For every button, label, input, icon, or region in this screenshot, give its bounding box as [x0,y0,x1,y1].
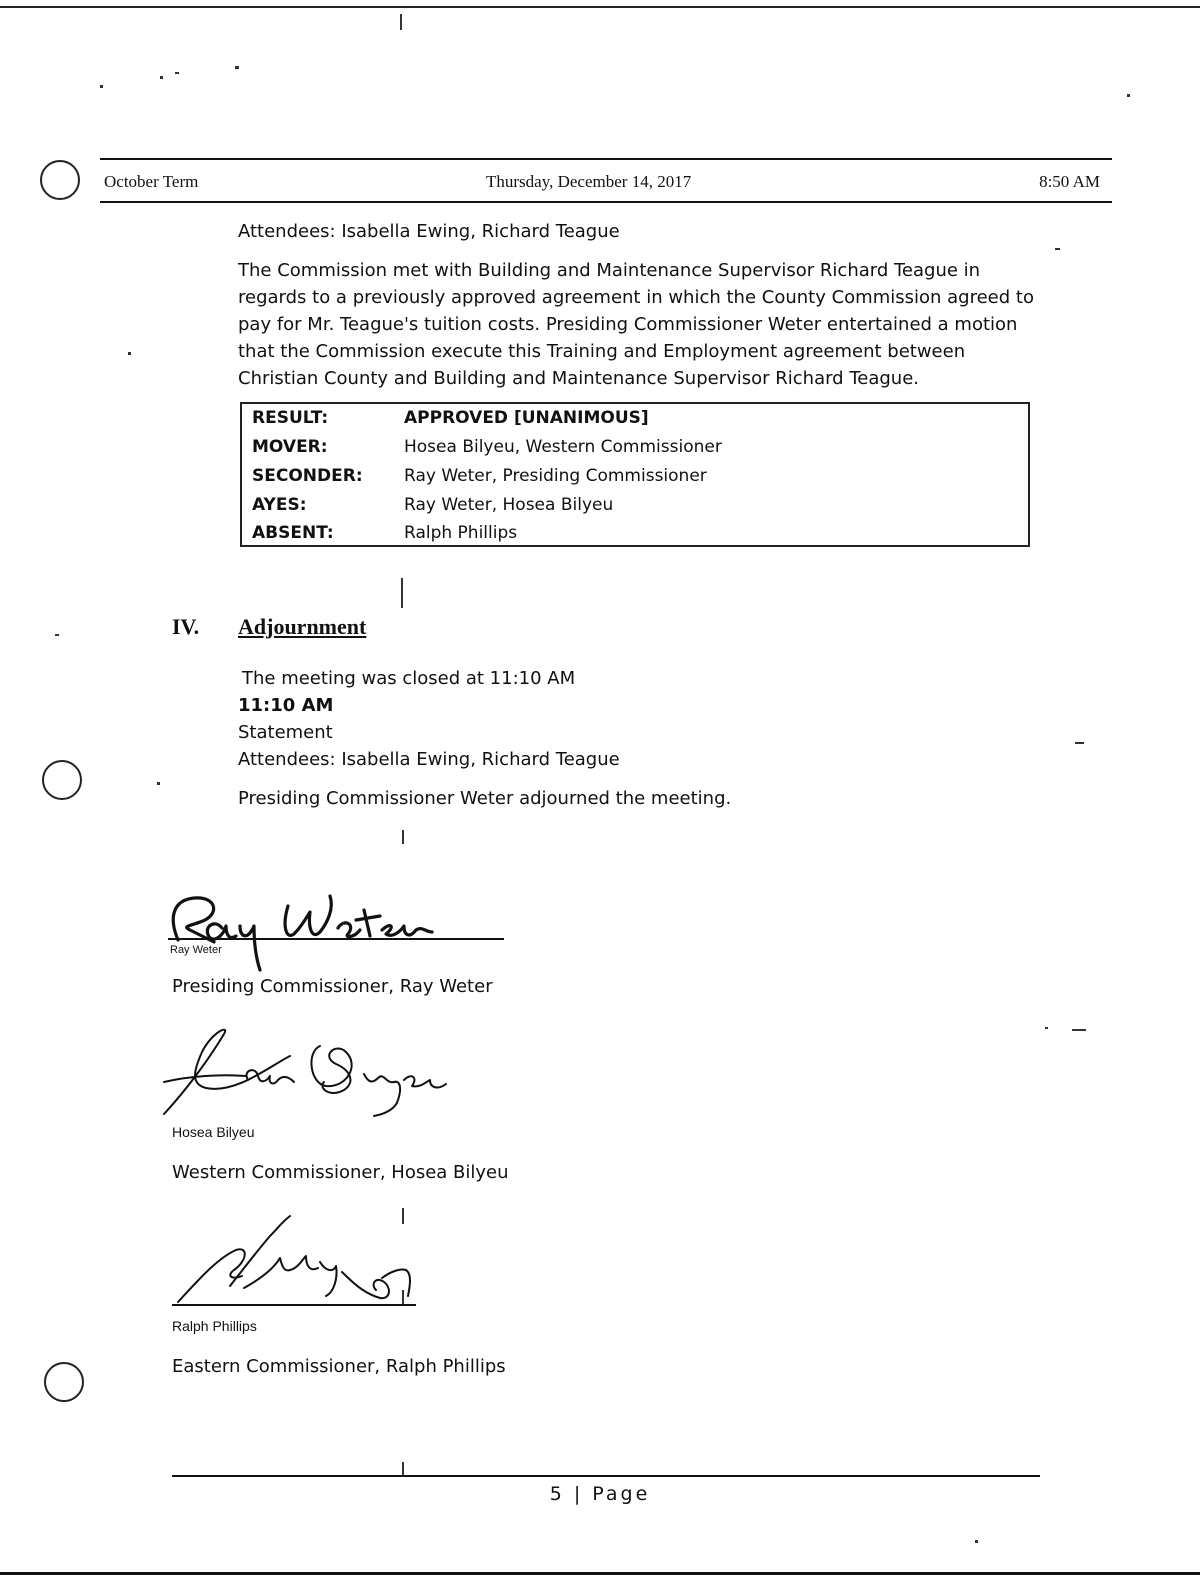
header-date: Thursday, December 14, 2017 [486,172,692,191]
signature-printed-name: Hosea Bilyeu [172,1124,255,1140]
scan-top-edge [0,6,1200,8]
vote-value: APPROVED [UNANIMOUS] [404,408,649,428]
section-title: Adjournment [238,614,367,639]
signature-line [168,938,504,940]
vote-result-table [240,402,1030,547]
footer-rule [172,1475,1040,1477]
section-number: IV. [172,614,200,639]
binder-hole-top [40,160,80,200]
vote-row-ayes [242,495,1028,523]
scan-speck [1045,1027,1048,1029]
signature-title: Western Commissioner, Hosea Bilyeu [172,1162,509,1183]
scan-speck [160,76,163,79]
scan-speck [1075,742,1084,744]
scan-speck [400,14,402,30]
header-top-rule [100,158,1112,160]
vote-label: AYES: [252,495,307,515]
header-time: 8:50 AM [1039,172,1100,191]
vote-label: ABSENT: [252,523,334,543]
scan-speck [401,578,403,608]
scan-speck [157,782,160,785]
scan-speck [402,1462,404,1476]
item-type: Statement [238,722,333,743]
signature-hosea-bilyeu [150,1026,460,1122]
vote-value: Ray Weter, Hosea Bilyeu [404,495,614,515]
scan-speck [175,72,179,74]
closed-line: The meeting was closed at 11:10 AM [242,668,576,689]
vote-row-absent [242,523,1028,551]
scan-speck [100,85,103,88]
scan-speck [128,352,131,355]
signature-printed-name: Ralph Phillips [172,1318,257,1334]
item-time: 11:10 AM [238,695,334,716]
adjournment-attendees: Attendees: Isabella Ewing, Richard Teague [238,749,620,770]
header-term: October Term [104,172,199,191]
signature-line [172,1304,416,1306]
vote-value: Ray Weter, Presiding Commissioner [404,466,707,486]
signature-ray-weter [160,882,520,974]
scan-speck [1127,94,1130,97]
page-number: 5 | Page [549,1483,651,1505]
binder-hole-middle [42,760,82,800]
item-description: The Commission met with Building and Maintenance Supervisor Richard Teague in regards to a previously approved agreement in which the County Commission agreed to pay for Mr. Teague's tuition costs. Presiding Commissioner Weter entertained a motion that the Commission execute this Training and Employment agreement between Christian County and Building and Maintenance Supervisor Richard Teague. [238,260,1034,389]
header-bottom-rule [100,201,1112,203]
signature-title: Presiding Commissioner, Ray Weter [172,976,493,997]
scan-speck [402,830,404,844]
scan-speck [235,66,239,69]
signature-title: Eastern Commissioner, Ralph Phillips [172,1356,506,1377]
scan-speck [1055,248,1060,250]
signature-printed-name: Ray Weter [170,944,222,956]
adjournment-statement: Presiding Commissioner Weter adjourned the meeting. [238,788,732,809]
vote-value: Ralph Phillips [404,523,518,543]
scan-speck [1072,1029,1086,1031]
item-attendees: Attendees: Isabella Ewing, Richard Teague [238,221,620,242]
vote-label: MOVER: [252,437,328,457]
vote-label: SECONDER: [252,466,363,486]
vote-value: Hosea Bilyeu, Western Commissioner [404,437,722,457]
scan-bottom-edge [0,1572,1200,1575]
scan-speck [975,1540,978,1543]
scan-speck [55,634,59,636]
binder-hole-bottom [44,1362,84,1402]
signature-ralph-phillips [170,1212,430,1308]
vote-row-mover [242,437,1028,465]
vote-label: RESULT: [252,408,329,428]
vote-row-seconder [242,466,1028,494]
vote-row-result [242,408,1028,436]
